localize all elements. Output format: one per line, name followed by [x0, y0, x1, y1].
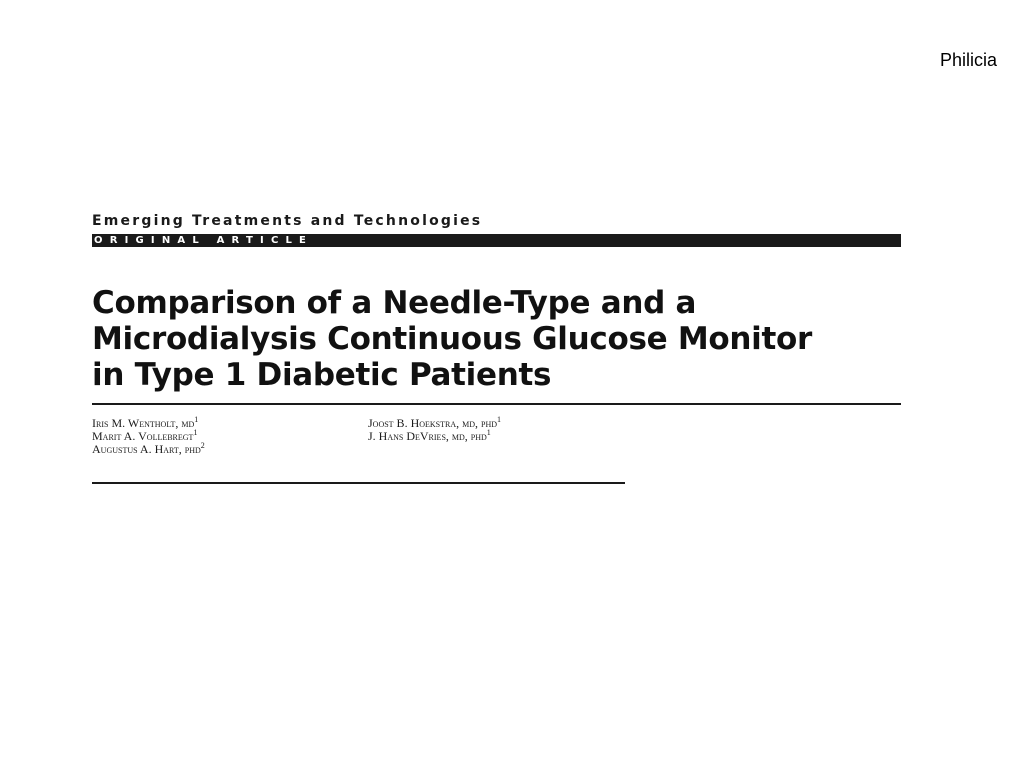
author-column-left [92, 417, 205, 456]
author-affiliation: 1 [194, 415, 199, 424]
article-type-label: ORIGINAL ARTICLE [94, 235, 314, 246]
section-label: Emerging Treatments and Technologies [92, 213, 483, 229]
author-affiliation: 1 [497, 415, 502, 424]
article-header [92, 208, 901, 473]
title-line: in Type 1 Diabetic Patients [92, 357, 552, 393]
title-divider [92, 403, 901, 405]
author-affiliation: 2 [200, 441, 205, 450]
authors-divider [92, 482, 625, 484]
author-affiliation: 1 [486, 428, 491, 437]
author-column-right [368, 417, 501, 443]
author-name: Joost B. Hoekstra, md, phd [368, 416, 498, 430]
author [92, 443, 205, 456]
presenter-name: Philicia [939, 50, 997, 70]
author-name: Iris M. Wentholt, md [92, 416, 195, 430]
author-name: J. Hans DeVries, md, phd [368, 429, 487, 443]
author-name: Augustus A. Hart, phd [92, 442, 201, 456]
author-affiliation: 1 [193, 428, 198, 437]
title-line: Comparison of a Needle-Type and a [92, 285, 697, 321]
article-type-bar [92, 234, 901, 247]
author [368, 430, 501, 443]
title-line: Microdialysis Continuous Glucose Monitor [92, 321, 812, 357]
article-title [92, 285, 901, 393]
author-list [92, 417, 901, 473]
author-name: Marit A. Vollebregt [92, 429, 194, 443]
